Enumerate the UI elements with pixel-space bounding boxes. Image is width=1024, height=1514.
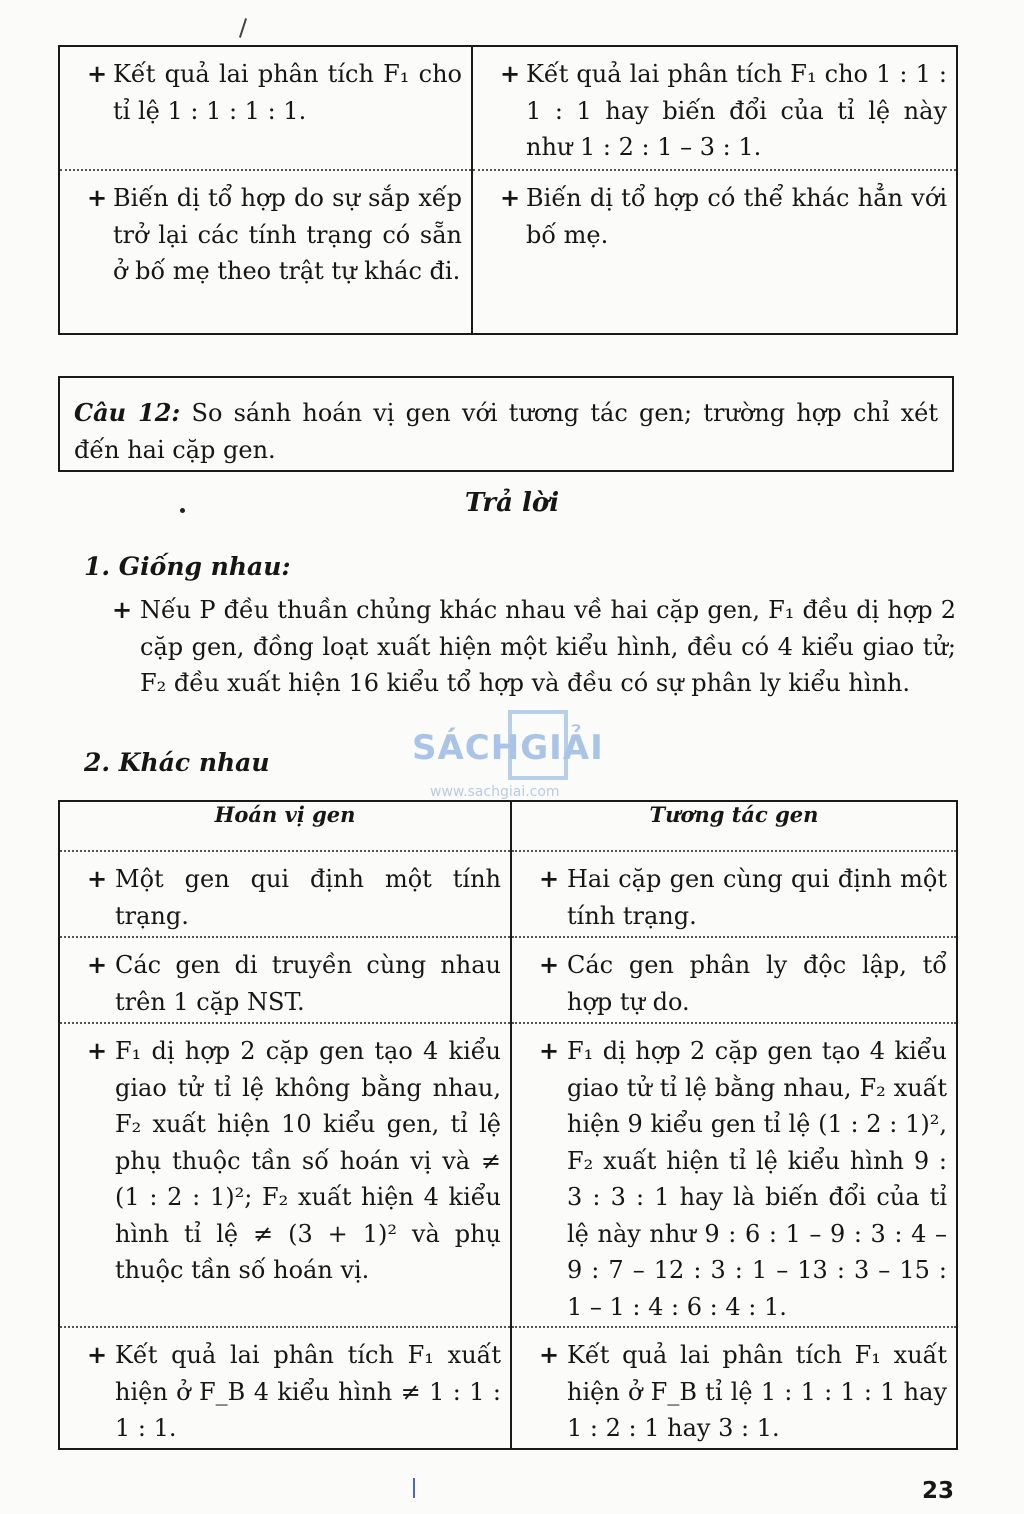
table-cell: + Một gen qui định một tính trạng. (61, 853, 509, 934)
scan-mark (239, 18, 247, 38)
plus-bullet: + (87, 1340, 108, 1369)
section-heading-similarities: 1. Giống nhau: (84, 552, 291, 581)
header-gene-interaction: Tương tác gen (511, 801, 957, 851)
table-header-row (59, 801, 957, 851)
table-cell: + Kết quả lai phân tích F₁ cho 1 : 1 : 1 : 1 hay biến đổi của tỉ lệ này như 1 : 2 : 1 – 3 : 1. (474, 48, 955, 166)
similarities-paragraph: + Nếu P đều thuần chủng khác nhau về hai cặp gen, F₁ đều dị hợp 2 cặp gen, đồng loạt xuất hiện một kiểu hình, đều có 4 kiểu giao tử; F₂ đều xuất hiện 16 kiểu tổ hợp và đều có sự phân ly kiểu hình. (112, 592, 956, 702)
plus-bullet: + (539, 1340, 560, 1369)
watermark-frame (508, 710, 568, 780)
table-cell: + Biến dị tổ hợp do sự sắp xếp trở lại các tính trạng có sẵn ở bố mẹ theo trật tự khác đi. (61, 172, 470, 290)
watermark-url: www.sachgiai.com (430, 784, 560, 800)
table-cell: + Kết quả lai phân tích F₁ xuất hiện ở F_B 4 kiểu hình ≠ 1 : 1 : 1 : 1. (61, 1329, 509, 1447)
section-heading-differences: 2. Khác nhau (84, 748, 270, 777)
table-cell: + Các gen phân ly độc lập, tổ hợp tự do. (513, 939, 955, 1020)
watermark-brand: SÁCHGIẢI (412, 728, 604, 768)
question-box (58, 376, 954, 472)
plus-bullet: + (87, 183, 108, 212)
watermark-logo (412, 706, 614, 802)
differences-table (58, 800, 958, 1450)
table-row (59, 937, 957, 1023)
table-cell: + Kết quả lai phân tích F₁ xuất hiện ở F_B tỉ lệ 1 : 1 : 1 : 1 hay 1 : 2 : 1 hay 3 : 1. (513, 1329, 955, 1447)
plus-bullet: + (87, 950, 108, 979)
plus-bullet: + (539, 950, 560, 979)
header-gene-recombination: Hoán vị gen (59, 801, 511, 851)
table-row (59, 170, 957, 334)
plus-bullet: + (112, 595, 133, 624)
table-cell: + Kết quả lai phân tích F₁ cho tỉ lệ 1 : 1 : 1 : 1. (61, 48, 470, 129)
plus-bullet: + (500, 183, 521, 212)
table-cell: + Hai cặp gen cùng qui định một tính trạng. (513, 853, 955, 934)
table-row (59, 1023, 957, 1327)
plus-bullet: + (87, 864, 108, 893)
answer-title: Trả lời (464, 488, 560, 518)
plus-bullet: + (539, 1036, 560, 1065)
plus-bullet: + (87, 59, 108, 88)
plus-bullet: + (539, 864, 560, 893)
page-number: 23 (922, 1478, 955, 1504)
scan-mark (413, 1478, 415, 1498)
table-cell: + Biến dị tổ hợp có thể khác hẳn với bố mẹ. (474, 172, 955, 253)
table-row (59, 1327, 957, 1449)
question-text: So sánh hoán vị gen với tương tác gen; trường hợp chỉ xét đến hai cặp gen. (74, 399, 938, 464)
plus-bullet: + (87, 1036, 108, 1065)
top-comparison-table (58, 45, 958, 335)
table-row (59, 46, 957, 170)
table-cell: + Các gen di truyền cùng nhau trên 1 cặp NST. (61, 939, 509, 1020)
table-cell: + F₁ dị hợp 2 cặp gen tạo 4 kiểu giao tử tỉ lệ bằng nhau, F₂ xuất hiện 9 kiểu gen tỉ lệ (1 : 2 : 1)², F₂ xuất hiện tỉ lệ kiểu hình 9 : 3 : 3 : 1 hay là biến đổi của tỉ lệ này như 9 : 6 : 1 – 9 : 3 : 4 – 9 : 7 – 12 : 3 : 1 – 13 : 3 – 15 : 1 – 1 : 4 : 6 : 4 : 1. (513, 1025, 955, 1325)
question-label: Câu 12: (74, 398, 181, 427)
plus-bullet: + (500, 59, 521, 88)
table-cell: + F₁ dị hợp 2 cặp gen tạo 4 kiểu giao tử tỉ lệ không bằng nhau, F₂ xuất hiện 10 kiểu gen, tỉ lệ phụ thuộc tần số hoán vị và ≠ (1 : 2 : 1)²; F₂ xuất hiện 4 kiểu hình tỉ lệ ≠ (3 + 1)² và phụ thuộc tần số hoán vị. (61, 1025, 509, 1289)
table-row (59, 851, 957, 937)
